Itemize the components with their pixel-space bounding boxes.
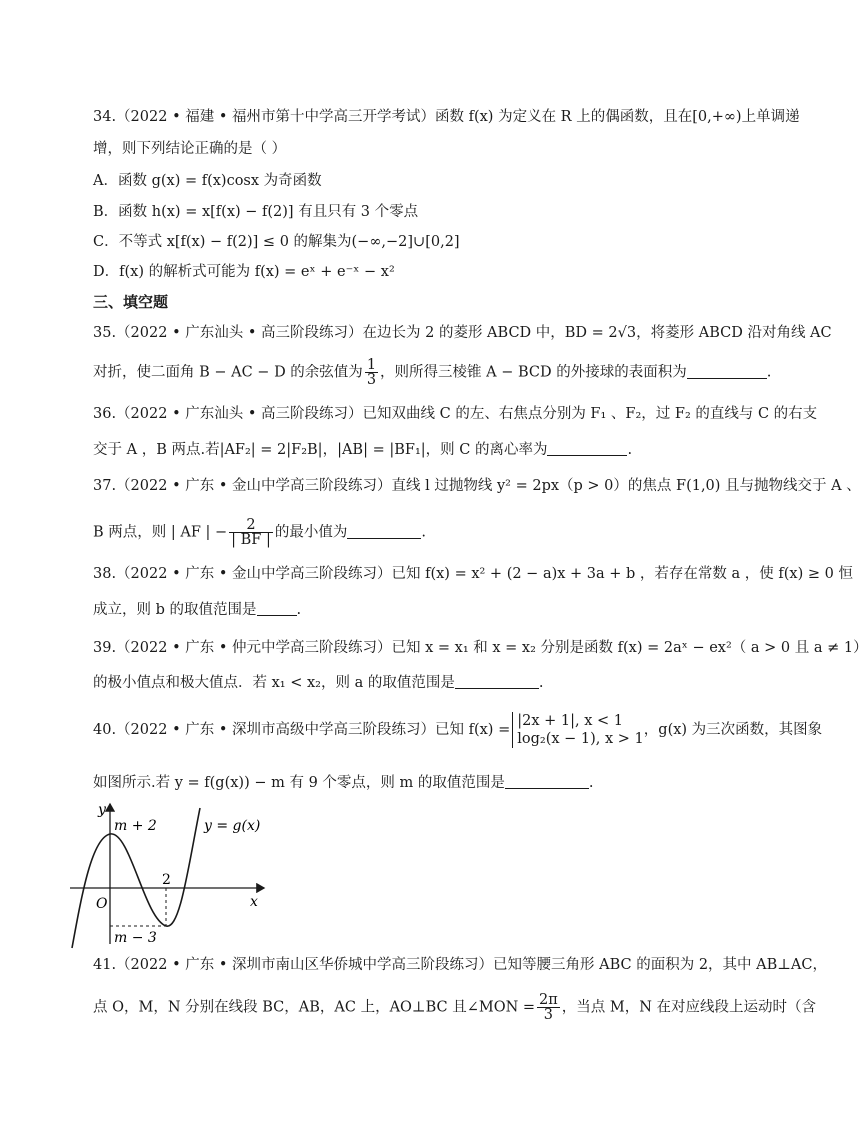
q38-text-a: 成立，则 b 的取值范围是 [93, 602, 257, 618]
q40-text-c: 如图所示.若 y = f(g(x)) − m 有 9 个零点，则 m 的取值范围是 [93, 775, 505, 791]
label-y: y [98, 802, 106, 818]
q35-answer-blank[interactable] [687, 364, 767, 379]
q39-text-b: . [538, 675, 544, 691]
q37-fraction [229, 518, 273, 547]
q41-text-a: 点 O，M，N 分别在线段 BC，AB，AC 上，AO⊥BC 且∠MON = [93, 999, 536, 1016]
q40-text-b: ，g(x) 为三次函数，其图象 [643, 722, 823, 738]
q39-text-a: 的极小值点和极大值点．若 x₁ < x₂，则 a 的取值范围是 [93, 675, 455, 691]
q39-line-2 [93, 673, 740, 693]
q40-line-1 [93, 712, 823, 748]
q40-case-2: log₂(x − 1), x > 1 [517, 731, 644, 747]
q40-text-a: 40.（2022 • 广东 • 深圳市高级中学高三阶段练习）已知 f(x) = [93, 722, 511, 738]
q40-graph [68, 798, 278, 948]
section-title: 三、填空题 [93, 293, 169, 311]
q41-line-2 [93, 992, 817, 1023]
q36-text-a: 交于 A ，B 两点.若|AF₂| = 2|F₂B|，|AB| = |BF₁|，则 C 的离心率为 [93, 442, 548, 458]
q37-line-2 [93, 518, 740, 547]
label-curve: y = g(x) [204, 818, 261, 834]
q36-answer-blank[interactable] [547, 441, 627, 456]
q37-answer-blank[interactable] [347, 524, 421, 539]
q34-option-d: D．f(x) 的解析式可能为 f(x) = eˣ + e⁻ˣ − x² [93, 264, 395, 280]
q35-frac-num: 1 [366, 357, 377, 373]
q35-frac-den: 3 [366, 372, 377, 388]
q40-case-1: |2x + 1|, x < 1 [517, 713, 623, 729]
q34-line-1: 34.（2022 • 福建 • 福州市第十中学高三开学考试）函数 f(x) 为定义在 R 上的偶函数，且在[0,+∞)上单调递 [93, 109, 800, 125]
q37-frac-den: | BF | [231, 532, 271, 548]
q35-line-2 [93, 357, 772, 388]
q35-text-c: . [766, 364, 772, 381]
q38-answer-blank[interactable] [257, 601, 297, 616]
q34-option-a: A．函数 g(x) = f(x)cosx 为奇函数 [93, 173, 322, 189]
q36-line-2 [93, 440, 740, 460]
q37-frac-num: 2 [229, 518, 273, 533]
label-origin: O [96, 896, 108, 912]
q41-frac-den: 3 [543, 1007, 554, 1023]
q34-option-b: B．函数 h(x) = x[f(x) − f(2)] 有且只有 3 个零点 [93, 204, 419, 220]
q41-fraction [537, 993, 560, 1022]
q40-piecewise [512, 712, 644, 748]
q38-text-b: . [296, 602, 302, 618]
q36-line-1: 36.（2022 • 广东汕头 • 高三阶段练习）已知双曲线 C 的左、右焦点分别为 F₁ 、F₂，过 F₂ 的直线与 C 的右支 [93, 406, 818, 422]
q39-answer-blank[interactable] [455, 674, 539, 689]
q40-answer-blank[interactable] [505, 774, 589, 789]
q35-line-1: 35.（2022 • 广东汕头 • 高三阶段练习）在边长为 2 的菱形 ABCD 中，BD = 2√3，将菱形 ABCD 沿对角线 AC [93, 325, 832, 341]
q37-text-c: . [421, 524, 426, 541]
q35-text-a: 对折，使二面角 B − AC − D 的余弦值为 [93, 364, 363, 381]
q41-frac-num: 2π [539, 992, 558, 1008]
q38-line-2 [93, 600, 740, 620]
label-min: m − 3 [114, 930, 157, 946]
q41-line-1: 41.（2022 • 广东 • 深圳市南山区华侨城中学高三阶段练习）已知等腰三角形 ABC 的面积为 2，其中 AB⊥AC， [93, 957, 827, 973]
label-x: x [250, 894, 258, 910]
q38-line-1: 38.（2022 • 广东 • 金山中学高三阶段练习）已知 f(x) = x² + (2 − a)x + 3a + b ，若存在常数 a ，使 f(x) ≥ 0 恒 [93, 566, 853, 582]
q40-text-d: . [588, 775, 594, 791]
q37-line-1: 37.（2022 • 广东 • 金山中学高三阶段练习）直线 l 过抛物线 y² = 2px（p > 0）的焦点 F(1,0) 且与抛物线交于 A 、 [93, 478, 861, 494]
q34-option-c: C．不等式 x[f(x) − f(2)] ≤ 0 的解集为(−∞,−2]∪[0,2] [93, 234, 460, 250]
q39-line-1: 39.（2022 • 广东 • 仲元中学高三阶段练习）已知 x = x₁ 和 x = x₂ 分别是函数 f(x) = 2aˣ − ex²（ a > 0 且 a ≠ 1） [93, 640, 868, 656]
label-max: m + 2 [114, 818, 157, 834]
q34-line-2: 增，则下列结论正确的是（ ） [93, 141, 287, 157]
q41-text-b: ，当点 M，N 在对应线段上运动时（含 [561, 999, 817, 1016]
q37-text-b: 的最小值为 [274, 524, 348, 541]
q35-fraction [365, 358, 378, 387]
q40-line-2 [93, 773, 740, 793]
q35-text-b: ，则所得三棱锥 A − BCD 的外接球的表面积为 [380, 364, 687, 381]
label-two: 2 [162, 872, 171, 888]
q37-text-a: B 两点，则 | AF | − [93, 524, 228, 541]
q36-text-b: . [627, 442, 633, 458]
